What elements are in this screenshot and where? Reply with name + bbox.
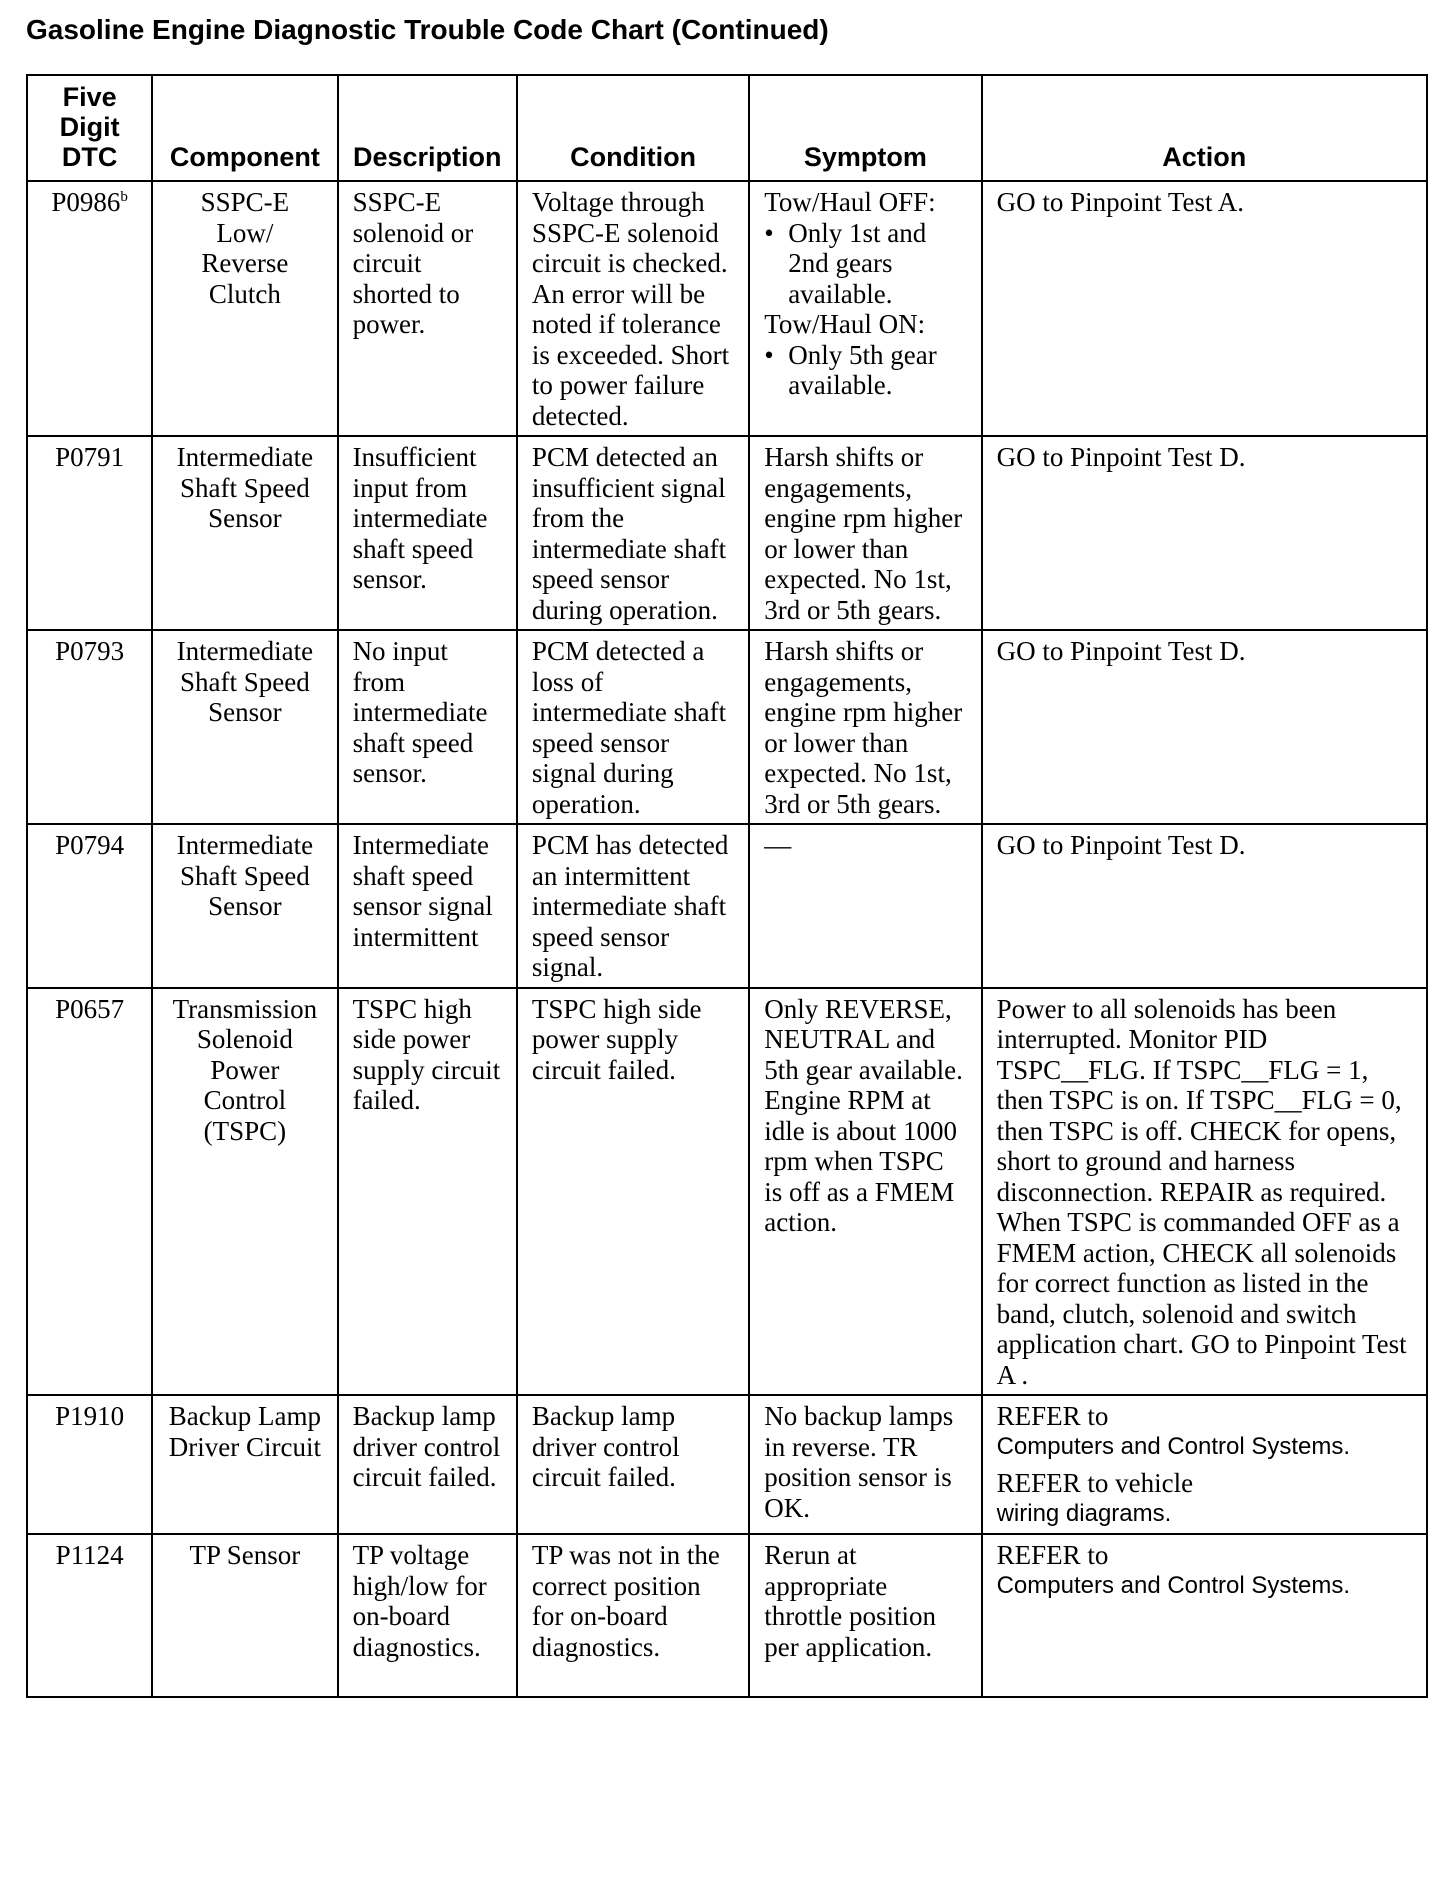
header-description: Description [338,75,517,181]
cell-dtc: P0794 [27,824,152,988]
cell-condition: Backup lamp driver control circuit failed. [517,1395,749,1534]
cell-component: Intermediate Shaft Speed Sensor [152,824,337,988]
table-row [27,1395,1427,1534]
reference-link[interactable]: Computers and Control Systems. [996,1432,1351,1460]
header-condition: Condition [517,75,749,181]
header-action: Action [982,75,1427,181]
cell-dtc: P1124 [27,1534,152,1697]
reference-link[interactable]: Computers and Control Systems. [996,1571,1351,1599]
cell-description: Backup lamp driver control circuit failed. [338,1395,517,1534]
cell-symptom: Only REVERSE, NEUTRAL and 5th gear available. Engine RPM at idle is about 1000 rpm when TSPC is off as a FMEM action. [749,988,981,1396]
header-component: Component [152,75,337,181]
header-symptom: Symptom [749,75,981,181]
cell-condition: PCM has detected an intermittent intermediate shaft speed sensor signal. [517,824,749,988]
cell-description: TSPC high side power supply circuit failed. [338,988,517,1396]
cell-action: GO to Pinpoint Test D. [982,436,1427,630]
reference-link[interactable]: wiring diagrams. [996,1499,1172,1527]
table-row [27,181,1427,436]
cell-symptom: — [749,824,981,988]
cell-symptom: Tow/Haul OFF: • Only 1st and 2nd gears available. Tow/Haul ON: • Only 5th gear available. [749,181,981,436]
cell-symptom: No backup lamps in reverse. TR position sensor is OK. [749,1395,981,1534]
table-row [27,436,1427,630]
cell-description: Insufficient input from intermediate shaft speed sensor. [338,436,517,630]
table-row [27,824,1427,988]
table-row [27,630,1427,824]
bullet-icon: • [764,217,774,248]
cell-action: GO to Pinpoint Test D. [982,824,1427,988]
cell-action: GO to Pinpoint Test A. [982,181,1427,436]
header-dtc: Five Digit DTC [27,75,152,181]
cell-component: Intermediate Shaft Speed Sensor [152,630,337,824]
cell-condition: PCM detected a loss of intermediate shaft speed sensor signal during operation. [517,630,749,824]
bullet-icon: • [764,339,774,370]
cell-component: TP Sensor [152,1534,337,1697]
page-title: Gasoline Engine Diagnostic Trouble Code Chart (Continued) [26,14,829,45]
cell-condition: TP was not in the correct position for on-board diagnostics. [517,1534,749,1697]
table-header-row [27,75,1427,181]
cell-symptom: Rerun at appropriate throttle position per application. [749,1534,981,1697]
cell-dtc: P1910 [27,1395,152,1534]
cell-symptom: Harsh shifts or engagements, engine rpm higher or lower than expected. No 1st, 3rd or 5th gears. [749,630,981,824]
cell-component: SSPC-E Low/ Reverse Clutch [152,181,337,436]
cell-dtc: P0793 [27,630,152,824]
cell-action: REFER to Computers and Control Systems. [982,1534,1427,1697]
cell-action: Power to all solenoids has been interrupted. Monitor PID TSPC__FLG. If TSPC__FLG = 1, then TSPC is on. If TSPC__FLG = 0, then TSPC is off. CHECK for opens, short to ground and harness disconnection. REPAIR as required. When TSPC is commanded OFF as a FMEM action, CHECK all solenoids for correct function as listed in the band, clutch, solenoid and switch application chart. GO to Pinpoint Test A . [982,988,1427,1396]
cell-component: Transmission Solenoid Power Control (TSPC) [152,988,337,1396]
cell-dtc: P0791 [27,436,152,630]
cell-dtc: P0657 [27,988,152,1396]
cell-action: GO to Pinpoint Test D. [982,630,1427,824]
table-row [27,1534,1427,1697]
footnote-marker: b [120,189,128,205]
cell-condition: TSPC high side power supply circuit failed. [517,988,749,1396]
cell-component: Backup Lamp Driver Circuit [152,1395,337,1534]
cell-component: Intermediate Shaft Speed Sensor [152,436,337,630]
table-row [27,988,1427,1396]
cell-description: SSPC-E solenoid or circuit shorted to power. [338,181,517,436]
cell-dtc: P0986$^b$ [27,181,152,436]
cell-symptom: Harsh shifts or engagements, engine rpm higher or lower than expected. No 1st, 3rd or 5th gears. [749,436,981,630]
cell-condition: PCM detected an insufficient signal from the intermediate shaft speed sensor during operation. [517,436,749,630]
cell-description: No input from intermediate shaft speed sensor. [338,630,517,824]
cell-description: TP voltage high/low for on-board diagnostics. [338,1534,517,1697]
dtc-table [26,74,1428,1698]
cell-condition: Voltage through SSPC-E solenoid circuit is checked. An error will be noted if tolerance is exceeded. Short to power failure detected. [517,181,749,436]
cell-description: Intermediate shaft speed sensor signal intermittent [338,824,517,988]
cell-action: REFER to Computers and Control Systems. REFER to vehicle wiring diagrams. [982,1395,1427,1534]
